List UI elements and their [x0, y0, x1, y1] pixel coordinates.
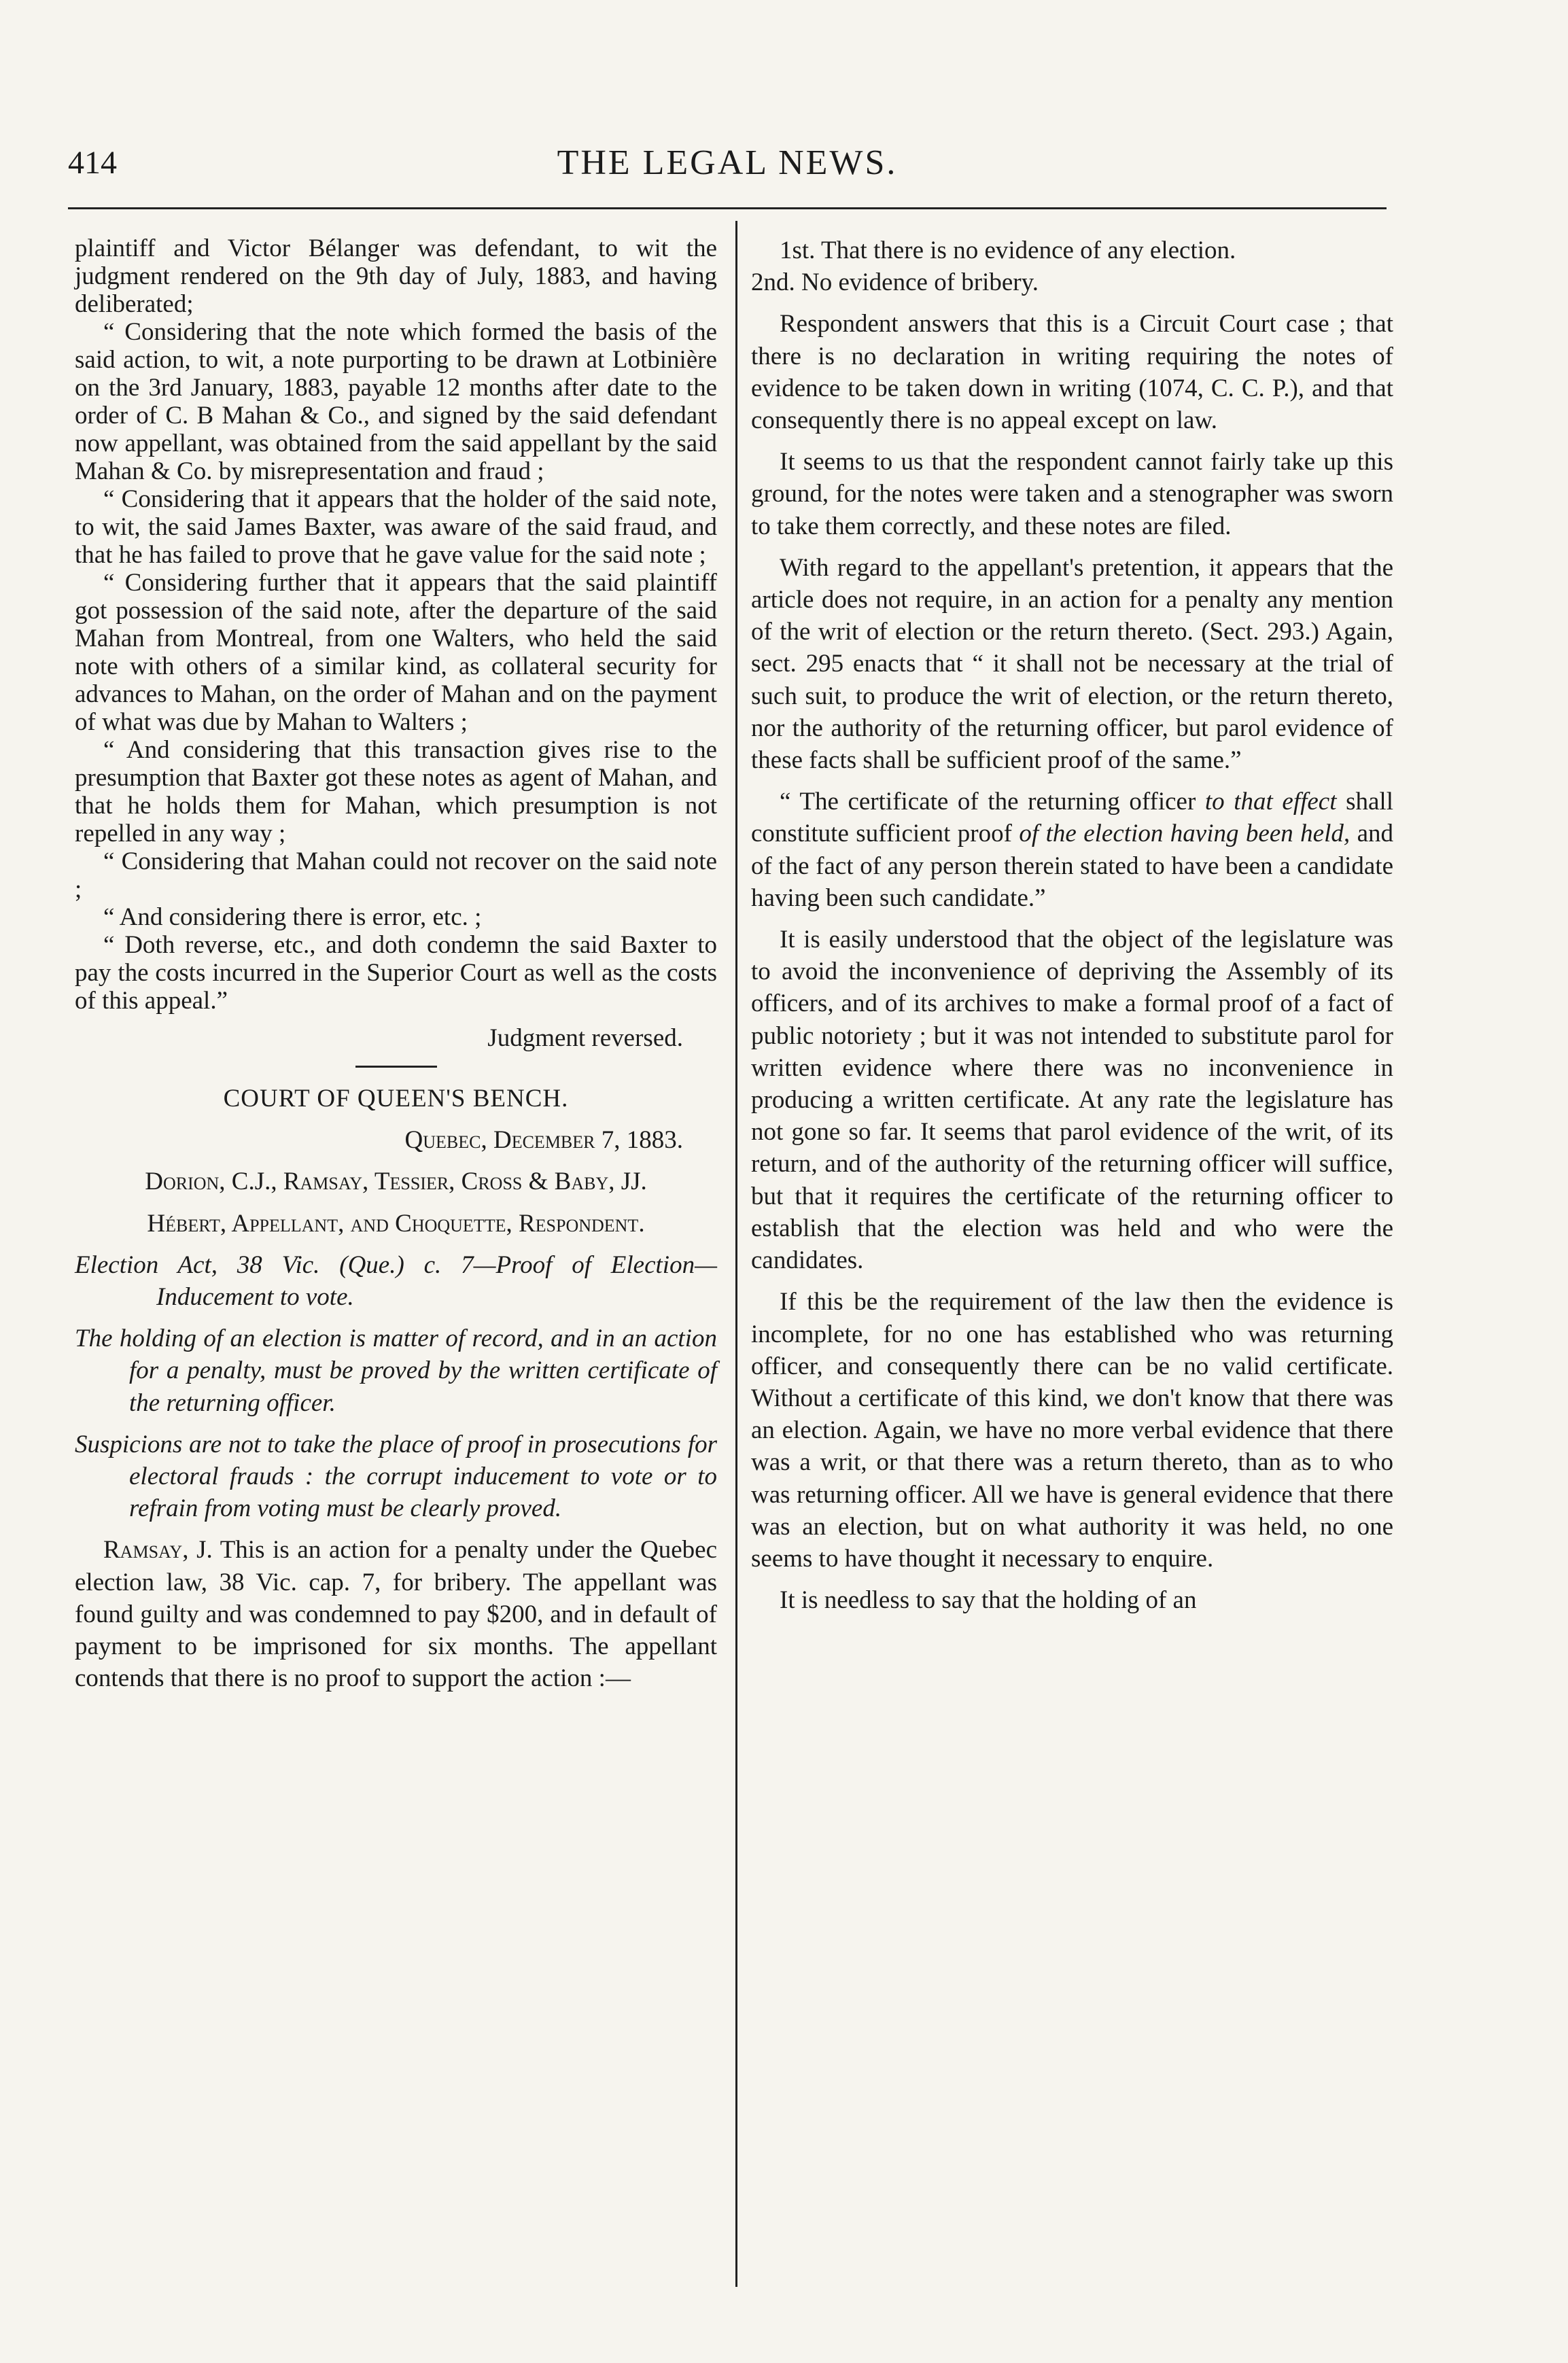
- left-column: [75, 234, 717, 1694]
- paragraph: Respondent answers that this is a Circuit Court case ; that there is no declaration in writing requiring the notes of evidence to be taken down in writing (1074, C. C. P.), and that consequently there is no appeal except on law.: [751, 310, 1393, 435]
- quoted-paragraph: “ The certificate of the returning officer to that effect shall constitute sufficient proof of the election having been held, and of the fact of any person therein stated to have been a candidate having been such candidate.”: [751, 788, 1393, 912]
- headnote: Suspicions are not to take the place of proof in prosecutions for electoral frauds : the corrupt inducement to vote or to refrain from voting must be clearly proved.: [75, 1430, 717, 1523]
- judges-line: Dorion, C.J., Ramsay, Tessier, Cross & Baby, JJ.: [145, 1168, 647, 1196]
- headnote-subject: Election Act, 38 Vic. (Que.) c. 7—Proof of Election—Inducement to vote.: [75, 1250, 717, 1312]
- paragraph: “ Doth reverse, etc., and doth condemn the said Baxter to pay the costs incurred in the Superior Court as well as the costs of this appeal.”: [75, 931, 717, 1015]
- paragraph: “ Considering further that it appears that the said plaintiff got possession of the said note, after the departure of the said Mahan from Montreal, from one Walters, who held the said note with others of a similar kind, as collateral security for advances to Mahan, on the order of Mahan and on the payment of what was due by Mahan to Walters ;: [75, 569, 717, 736]
- paragraph: It is easily understood that the object of the legislature was to avoid the inconvenience of depriving the Assembly of its officers, and of its archives to make a formal proof of a fact of public notoriety ; but it was not intended to substitute parol for written evidence where there was no inconvenience in producing a written certificate. At any rate the legislature has not gone so far. It seems that parol evidence of the writ, of its return, and of the authority of the returning officer will suffice, but that it requires the certificate of the returning officer to establish that the election was held and who were the candidates.: [751, 926, 1393, 1275]
- column-divider: [735, 221, 737, 2287]
- paragraph: “ And considering that this transaction gives rise to the presumption that Baxter got these notes as agent of Mahan, and that he holds them for Mahan, which presumption is not repelled in any way ;: [75, 736, 717, 847]
- page-header: [68, 136, 1387, 190]
- page-number: 414: [68, 145, 117, 181]
- paragraph: With regard to the appellant's pretention, it appears that the article does not require, in an action for a penalty any mention of the writ of election or the return thereto. (Sect. 293.) Again, sect. 295 enacts that “ it shall not be necessary at the trial of such suit, to produce the writ of election, or the return thereto, nor the authority of the returning officer, but parol evidence of these facts shall be sufficient proof of the same.”: [751, 553, 1393, 775]
- paragraph: 1st. That there is no evidence of any election.: [780, 237, 1236, 264]
- running-title: THE LEGAL NEWS.: [557, 143, 898, 182]
- opinion-text: This is an action for a penalty under the Quebec election law, 38 Vic. cap. 7, for bribery. The appellant was found guilty and was condemned to pay $200, and in default of payment to be imprisoned for six months. The appellant contends that there is no proof to support the action :—: [75, 1536, 717, 1693]
- paragraph: “ Considering that Mahan could not recover on the said note ;: [75, 847, 717, 903]
- parties-line: Hébert, Appellant, and Choquette, Respondent.: [147, 1209, 645, 1238]
- paragraph: “ And considering there is error, etc. ;: [103, 903, 482, 931]
- right-column: [751, 234, 1393, 1616]
- paragraph: If this be the requirement of the law then the evidence is incomplete, for no one has established who was returning officer, and consequently there can be no valid certificate. Without a certificate of this kind, we don't know that there was an election. Again, we have no more verbal evidence that there was a writ, or that there was a return thereto, than as to who was returning officer. All we have is general evidence that there was an election, but on what authority it was held, no one seems to have thought it necessary to enquire.: [751, 1288, 1393, 1573]
- headnote: The holding of an election is matter of record, and in an action for a penalty, must be proved by the written certificate of the returning officer.: [75, 1325, 717, 1417]
- paragraph: plaintiff and Victor Bélanger was defendant, to wit the judgment rendered on the 9th day of July, 1883, and having deliberated;: [75, 234, 717, 318]
- paragraph: “ Considering that it appears that the holder of the said note, to wit, the said James Baxter, was aware of the said fraud, and that he has failed to prove that he gave value for the said note ;: [75, 485, 717, 569]
- place-date: Quebec, December 7, 1883.: [404, 1126, 683, 1155]
- court-heading: COURT OF QUEEN'S BENCH.: [223, 1085, 569, 1113]
- paragraph: 2nd. No evidence of bribery.: [751, 268, 1039, 297]
- section-divider: [355, 1066, 437, 1068]
- opinion-paragraph: [75, 1534, 717, 1694]
- paragraph: It is needless to say that the holding of an: [780, 1586, 1197, 1615]
- judge-name: Ramsay, J.: [103, 1536, 213, 1564]
- header-rule: [68, 207, 1387, 209]
- judgment-result: Judgment reversed.: [487, 1024, 683, 1052]
- paragraph: It seems to us that the respondent cannot fairly take up this ground, for the notes were taken and a stenographer was sworn to take them correctly, and these notes are filed.: [751, 448, 1393, 540]
- paragraph: “ Considering that the note which formed the basis of the said action, to wit, a note purporting to be drawn at Lotbinière on the 3rd January, 1883, payable 12 months after date to the order of C. B Mahan & Co., and signed by the said defendant now appellant, was obtained from the said appellant by the said Mahan & Co. by misrepresentation and fraud ;: [75, 318, 717, 485]
